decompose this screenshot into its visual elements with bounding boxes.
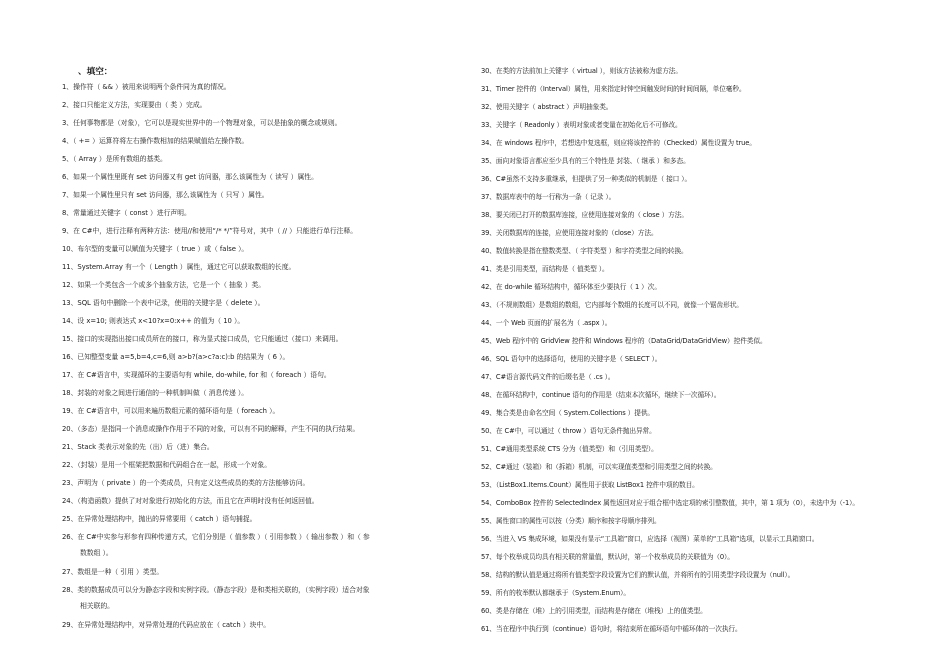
question-39: 39、关闭数据库的连接，应使用连接对象的（close）方法。: [481, 229, 658, 237]
question-9: 9、在 C#中，进行注释有两种方法：使用//和使用“/* */”符号对，其中（ // ）只能进行单行注释。: [62, 227, 358, 235]
question-12: 12、如果一个类包含一个或多个抽象方法，它是一个（ 抽象 ）类。: [62, 281, 266, 289]
question-55: 55、属性窗口的属性可以按（分类）顺序和按字母顺序排列。: [481, 517, 661, 525]
question-34: 34、在 windows 程序中，若想选中复选框，则应将该控件的（Checked）属性设置为 true。: [481, 139, 756, 147]
question-17: 17、在 C#语言中，实现循环的主要语句有 while, do-while, for 和（ foreach ）语句。: [62, 371, 331, 379]
question-56: 56、当进入 VS 集成环境，如果没有显示“工具箱”窗口，应选择（视图）菜单的“工具箱”选项，以显示工具箱窗口。: [481, 535, 819, 543]
question-21: 21、Stack 类表示对象的先（出）后（进）集合。: [62, 443, 214, 451]
question-33: 33、关键字（ Readonly ）表明对象或者变量在初始化后不可修改。: [481, 121, 682, 129]
question-22: 22、（封装）是用一个框架把数据和代码组合在一起，形成一个对象。: [62, 461, 271, 469]
question-1: 1、操作符（ && ）被用来说明两个条件同为真的情况。: [62, 83, 231, 91]
question-8: 8、常量通过关键字（ const ）进行声明。: [62, 209, 191, 217]
section-heading: 、填空：: [78, 67, 113, 77]
question-28: 28、类的数据成员可以分为静态字段和实例字段。（静态字段）是和类相关联的，（实例字段）适合对象: [62, 586, 370, 594]
question-24: 24、（构造函数）提供了对对象进行初始化的方法，而且它在声明时没有任何返回值。: [62, 497, 319, 505]
question-59: 59、所有的枚举默认都继承于（System.Enum）。: [481, 589, 630, 597]
question-26-continued: 数数组 ）。: [80, 549, 113, 557]
question-10: 10、布尔型的变量可以赋值为关键字（ true ）或（ false ）。: [62, 245, 249, 253]
question-41: 41、类是引用类型，而结构是（ 值类型 ）。: [481, 265, 609, 273]
question-3: 3、任何事物都是（对象），它可以是现实世界中的一个物理对象，可以是抽象的概念或规则。: [62, 119, 342, 127]
question-25: 25、在异常处理结构中，抛出的异常要用（ catch ）语句捕捉。: [62, 515, 257, 523]
question-42: 42、在 do-while 循环结构中，循环体至少要执行（ 1 ）次。: [481, 283, 661, 291]
question-44: 44、一个 Web 页面的扩展名为（ .aspx ）。: [481, 319, 612, 327]
question-40: 40、数值转换是指在整数类型、（ 字符类型 ）和字符类型之间的转换。: [481, 247, 688, 255]
question-11: 11、System.Array 有一个（ Length ）属性，通过它可以获取数组的长度。: [62, 263, 296, 271]
question-7: 7、如果一个属性里只有 set 访问器，那么该属性为（ 只写 ）属性。: [62, 191, 269, 199]
question-49: 49、集合类是由命名空间（ System.Collections ）提供。: [481, 409, 654, 417]
question-30: 30、在类的方法前加上关键字（ virtual ），则该方法被称为虚方法。: [481, 67, 682, 75]
question-46: 46、SQL 语句中的选择语句，使用的关键字是（ SELECT ）。: [481, 355, 662, 363]
question-27: 27、数组是一种（ 引用 ）类型。: [62, 568, 164, 576]
question-16: 16、已知整型变量 a=5,b=4,c=6,则 a>b?(a>c?a:c):b 的结果为（ 6 ）。: [62, 353, 290, 361]
question-53: 53、（ListBox1.Items.Count）属性用于获取 ListBox1 控件中项的数目。: [481, 481, 699, 489]
question-61: 61、当在程序中执行到（continue）语句时，将结束所在循环语句中循环体的一次执行。: [481, 625, 742, 633]
question-29: 29、在异常处理结构中，对异常处理的代码应放在（ catch ）块中。: [62, 621, 270, 629]
question-19: 19、在 C#语言中，可以用来遍历数组元素的循环语句是（ foreach ）。: [62, 407, 280, 415]
question-37: 37、数据库表中的每一行称为一条（ 记录 ）。: [481, 193, 616, 201]
question-50: 50、在 C#中，可以通过（ throw ）语句无条件抛出异常。: [481, 427, 656, 435]
question-48: 48、在循环结构中，continue 语句的作用是（结束本次循环，继续下一次循环）。: [481, 391, 721, 399]
question-32: 32、使用关键字（ abstract ）声明抽象类。: [481, 103, 613, 111]
question-4: 4、（ += ）运算符将左右操作数相加的结果赋值给左操作数。: [62, 137, 249, 145]
question-6: 6、如果一个属性里既有 set 访问器又有 get 访问器，那么该属性为（ 读写 ）属性。: [62, 173, 318, 181]
question-45: 45、Web 程序中的 GridView 控件和 Windows 程序的（DataGrid/DataGridView）控件类似。: [481, 337, 767, 345]
question-14: 14、设 x=10; 则表达式 x<10?x=0:x++ 的值为（ 10 ）。: [62, 317, 245, 325]
question-38: 38、要关闭已打开的数据库连接，应使用连接对象的（ close ）方法。: [481, 211, 688, 219]
question-26: 26、在 C#中实参与形参有四种传递方式，它们分别是（ 值参数 ）（ 引用参数 ）（ 输出参数 ）和（ 参: [62, 533, 370, 541]
question-51: 51、C#通用类型系统 CTS 分为（值类型）和（引用类型）。: [481, 445, 658, 453]
question-43: 43、（不规则数组）是数组的数组，它内部每个数组的长度可以不同，就像一个锯齿形状。: [481, 301, 743, 309]
question-54: 54、ComboBox 控件的 SelectedIndex 属性返回对应于组合框中选定项的索引整数值，其中，第 1 项为（0），未选中为（-1）。: [481, 499, 859, 507]
question-20: 20、（多态）是指同一个消息或操作作用于不同的对象，可以有不同的解释，产生不同的执行结果。: [62, 425, 360, 433]
question-57: 57、每个枚举成员均具有相关联的常量值，默认时，第一个枚举成员的关联值为（0）。: [481, 553, 734, 561]
question-47: 47、C#语言源代码文件的后缀名是（ .cs ）。: [481, 373, 615, 381]
question-31: 31、Timer 控件的（Interval）属性，用来指定时钟空间触发时间的时间间隔，单位毫秒。: [481, 85, 746, 93]
question-13: 13、SQL 语句中删除一个表中记录，使用的关键字是（ delete ）。: [62, 299, 265, 307]
question-36: 36、C#虽然不支持多重继承，但提供了另一种类似的机制是（ 接口 ）。: [481, 175, 692, 183]
question-2: 2、接口只能定义方法，实现要由（ 类 ）完成。: [62, 101, 207, 109]
question-23: 23、声明为（ private ）的一个类成员，只有定义这些成员的类的方法能够访问。: [62, 479, 310, 487]
question-52: 52、C#通过（装箱）和（拆箱）机制，可以实现值类型和引用类型之间的转换。: [481, 463, 717, 471]
question-60: 60、类是存储在（堆）上的引用类型，而结构是存储在（堆栈）上的值类型。: [481, 607, 707, 615]
question-35: 35、面向对象语言都应至少具有的三个特性是 封装、（ 继承 ）和多态。: [481, 157, 690, 165]
question-18: 18、封装的对象之间进行通信的一种机制叫做（ 消息传递 ）。: [62, 389, 249, 397]
question-15: 15、接口的实现指出接口成员所在的接口，称为显式接口成员，它只能通过（接口）来调用。: [62, 335, 343, 343]
question-5: 5、（ Array ）是所有数组的基类。: [62, 155, 167, 163]
question-28-continued: 相关联的。: [80, 602, 114, 610]
question-58: 58、结构的默认值是通过将所有值类型字段设置为它们的默认值，并将所有的引用类型字段设置为（null）。: [481, 571, 795, 579]
